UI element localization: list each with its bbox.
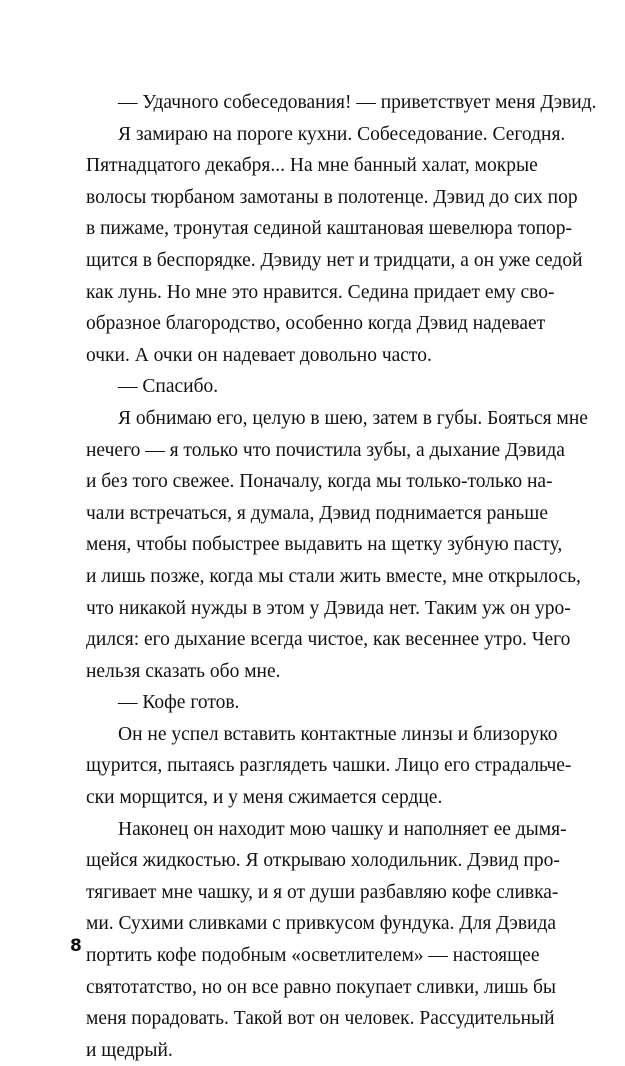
text-line: тягивает мне чашку, и я от души разбавляю кофе сливка-: [86, 881, 559, 903]
text-line: ми. Сухими сливками с привкусом фундука. Для Дэвида: [86, 913, 557, 935]
text-line: — Кофе готов.: [118, 692, 240, 714]
text-line: Я обнимаю его, целую в шею, затем в губы. Бояться мне: [118, 407, 588, 429]
text-line: портить кофе подобным «осветлителем» — настоящее: [86, 945, 540, 967]
text-line: щейся жидкостью. Я открываю холодильник. Дэвид про-: [86, 850, 560, 872]
text-line: в пижаме, тронутая сединой каштановая шевелюра топор-: [86, 218, 573, 240]
text-line: — Удачного собеседования! — приветствует меня Дэвид.: [118, 92, 597, 113]
body-text: [86, 87, 597, 1066]
text-line: нечего — я только что почистила зубы, а дыхание Дэвида: [86, 439, 565, 461]
text-line: меня порадовать. Такой вот он человек. Рассудительный: [86, 1008, 555, 1030]
text-line: нельзя сказать обо мне.: [86, 660, 281, 682]
text-line: что никакой нужды в этом у Дэвида нет. Таким уж он уро-: [86, 597, 571, 619]
text-line: — Спасибо.: [118, 376, 219, 398]
text-line: и лишь позже, когда мы стали жить вместе, мне открылось,: [86, 565, 581, 587]
text-line: образное благородство, особенно когда Дэвид надевает: [86, 313, 546, 335]
page-number: 8: [70, 936, 82, 956]
text-line: как лунь. Но мне это нравится. Седина придает ему сво-: [86, 281, 555, 303]
text-line: щится в беспорядке. Дэвиду нет и тридцати, а он уже седой: [86, 249, 583, 271]
text-line: дился: его дыхание всегда чистое, как весеннее утро. Чего: [86, 629, 571, 651]
text-line: меня, чтобы побыстрее выдавить на щетку зубную пасту,: [86, 534, 563, 556]
text-line: Пятнадцатого декабря... На мне банный халат, мокрые: [86, 155, 538, 177]
text-line: святотатство, но он все равно покупает сливки, лишь бы: [86, 976, 556, 998]
text-line: ски морщится, и у меня сжимается сердце.: [86, 787, 443, 809]
text-line: волосы тюрбаном замотаны в полотенце. Дэвид до сих пор: [86, 186, 578, 208]
text-line: и щедрый.: [86, 1039, 173, 1061]
text-line: Я замираю на пороге кухни. Собеседование. Сегодня.: [118, 123, 566, 145]
text-line: чали встречаться, я думала, Дэвид поднимается раньше: [86, 502, 548, 524]
text-line: очки. А очки он надевает довольно часто.: [86, 344, 432, 366]
text-line: Наконец он находит мою чашку и наполняет ее дымя-: [118, 818, 567, 840]
text-line: Он не успел вставить контактные линзы и близоруко: [118, 723, 558, 745]
text-line: щурится, пытаясь разглядеть чашки. Лицо его страдальче-: [86, 755, 572, 777]
text-line: и без того свежее. Поначалу, когда мы только-только на-: [86, 471, 553, 493]
